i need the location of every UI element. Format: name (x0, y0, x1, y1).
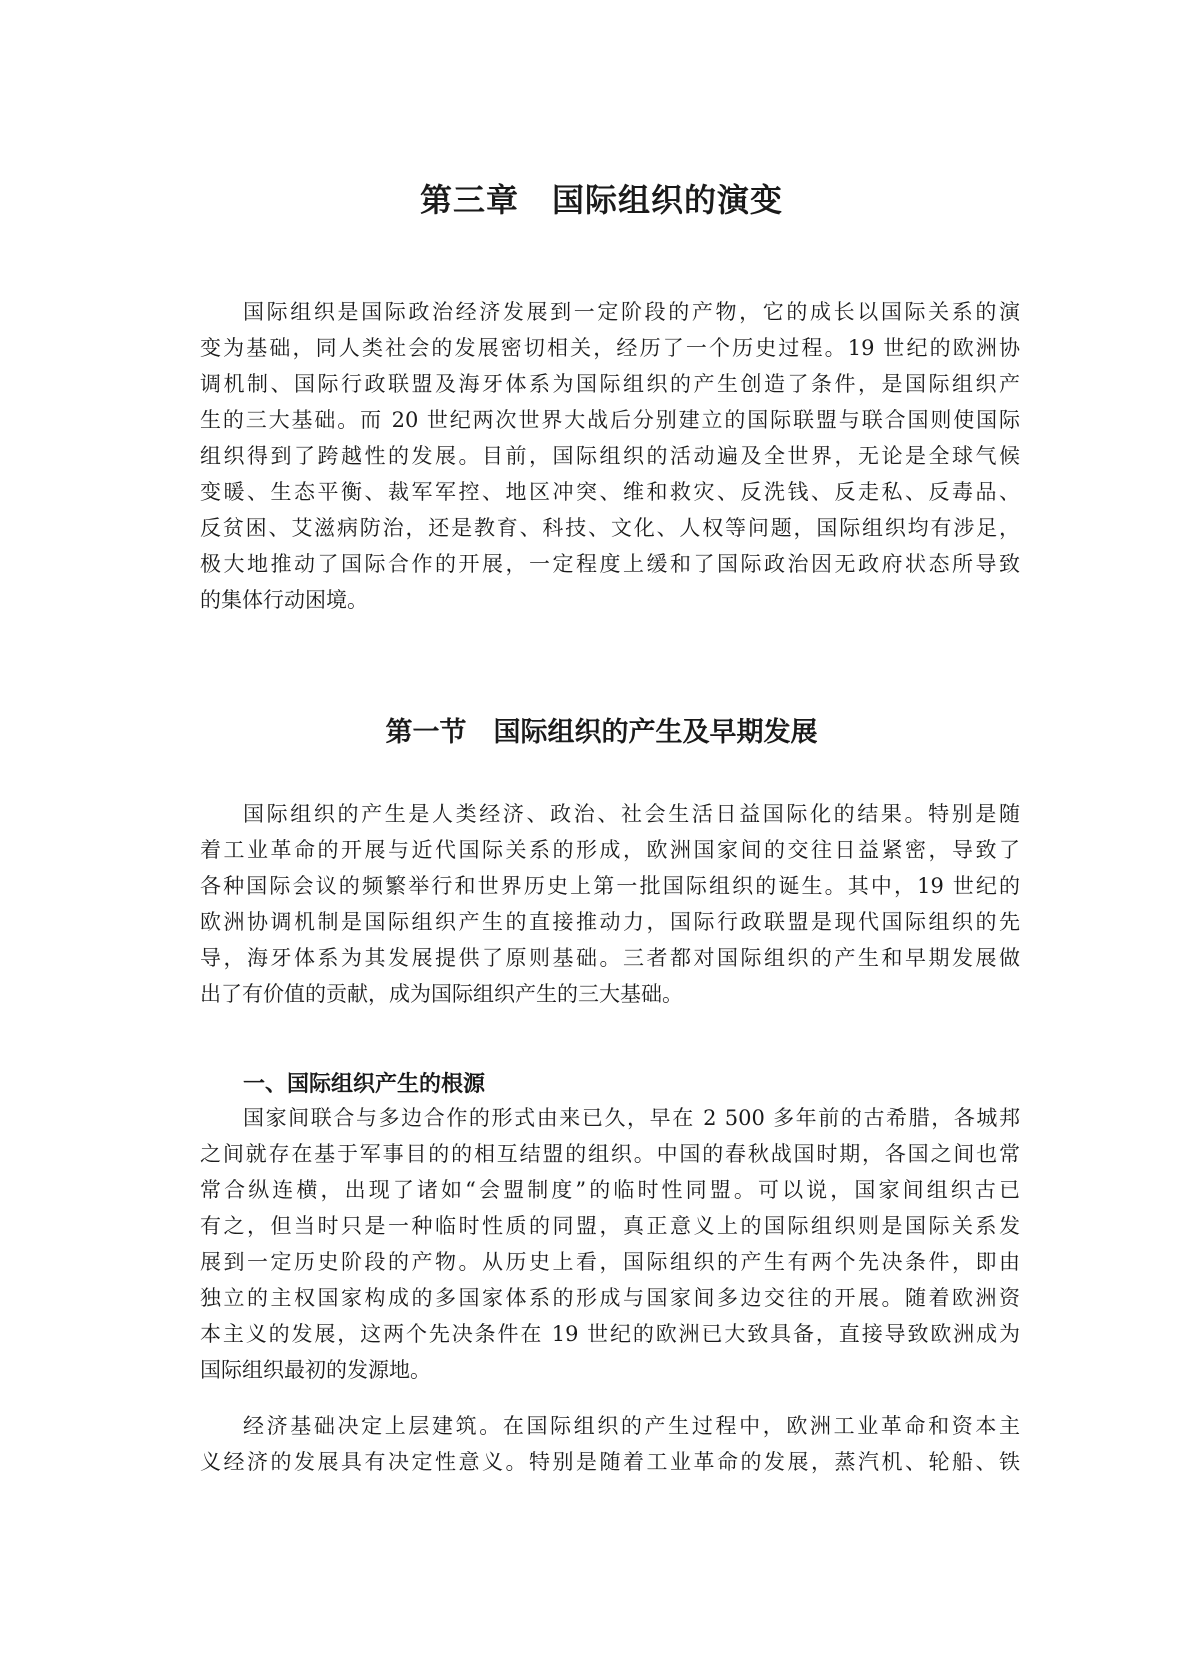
paragraph-line: 经济基础决定上层建筑。在国际组织的产生过程中，欧洲工业革命和资本主 (243, 1414, 1020, 1438)
chapter-title: 第三章 国际组织的演变 (419, 181, 783, 219)
paragraph-line: 国际组织是国际政治经济发展到一定阶段的产物，它的成长以国际关系的演 (243, 300, 1020, 324)
paragraph-line: 着工业革命的开展与近代国际关系的形成，欧洲国家间的交往日益紧密，导致了 (200, 838, 1020, 862)
subsection-paragraph-2 (200, 1408, 1020, 1480)
section-paragraph (200, 796, 1020, 1012)
subsection-paragraph-1 (200, 1100, 1020, 1388)
paragraph-line: 出了有价值的贡献，成为国际组织产生的三大基础。 (200, 982, 683, 1006)
intro-paragraph (200, 294, 1020, 618)
paragraph-line: 生的三大基础。而 20 世纪两次世界大战后分别建立的国际联盟与联合国则使国际 (200, 408, 1020, 432)
paragraph-line: 变暖、生态平衡、裁军军控、地区冲突、维和救灾、反洗钱、反走私、反毒品、 (200, 480, 1020, 504)
section-title: 第一节 国际组织的产生及早期发展 (385, 717, 818, 748)
paragraph-line: 国际组织最初的发源地。 (200, 1358, 431, 1382)
paragraph-line: 常合纵连横，出现了诸如“会盟制度”的临时性同盟。可以说，国家间组织古已 (200, 1178, 1020, 1202)
paragraph-line: 本主义的发展，这两个先决条件在 19 世纪的欧洲已大致具备，直接导致欧洲成为 (200, 1322, 1020, 1346)
paragraph-line: 变为基础，同人类社会的发展密切相关，经历了一个历史过程。19 世纪的欧洲协 (200, 336, 1020, 360)
paragraph-line: 极大地推动了国际合作的开展，一定程度上缓和了国际政治因无政府状态所导致 (200, 552, 1020, 576)
paragraph-line: 国家间联合与多边合作的形式由来已久，早在 2 500 多年前的古希腊，各城邦 (243, 1106, 1020, 1130)
paragraph-line: 展到一定历史阶段的产物。从历史上看，国际组织的产生有两个先决条件，即由 (200, 1250, 1020, 1274)
paragraph-line: 组织得到了跨越性的发展。目前，国际组织的活动遍及全世界，无论是全球气候 (200, 444, 1020, 468)
paragraph-line: 调机制、国际行政联盟及海牙体系为国际组织的产生创造了条件，是国际组织产 (200, 372, 1020, 396)
paragraph-line: 导，海牙体系为其发展提供了原则基础。三者都对国际组织的产生和早期发展做 (200, 946, 1020, 970)
paragraph-line: 有之，但当时只是一种临时性质的同盟，真正意义上的国际组织则是国际关系发 (200, 1214, 1020, 1238)
paragraph-line: 各种国际会议的频繁举行和世界历史上第一批国际组织的诞生。其中，19 世纪的 (200, 874, 1020, 898)
paragraph-line: 的集体行动困境。 (200, 588, 368, 612)
subsection-title: 一、国际组织产生的根源 (243, 1072, 486, 1097)
paragraph-line: 欧洲协调机制是国际组织产生的直接推动力，国际行政联盟是现代国际组织的先 (200, 910, 1020, 934)
paragraph-line: 独立的主权国家构成的多国家体系的形成与国家间多边交往的开展。随着欧洲资 (200, 1286, 1020, 1310)
paragraph-line: 之间就存在基于军事目的的相互结盟的组织。中国的春秋战国时期，各国之间也常 (200, 1142, 1020, 1166)
paragraph-line: 反贫困、艾滋病防治，还是教育、科技、文化、人权等问题，国际组织均有涉足， (200, 516, 1020, 540)
paragraph-line: 义经济的发展具有决定性意义。特别是随着工业革命的发展，蒸汽机、轮船、铁 (200, 1450, 1020, 1474)
paragraph-line: 国际组织的产生是人类经济、政治、社会生活日益国际化的结果。特别是随 (243, 802, 1020, 826)
